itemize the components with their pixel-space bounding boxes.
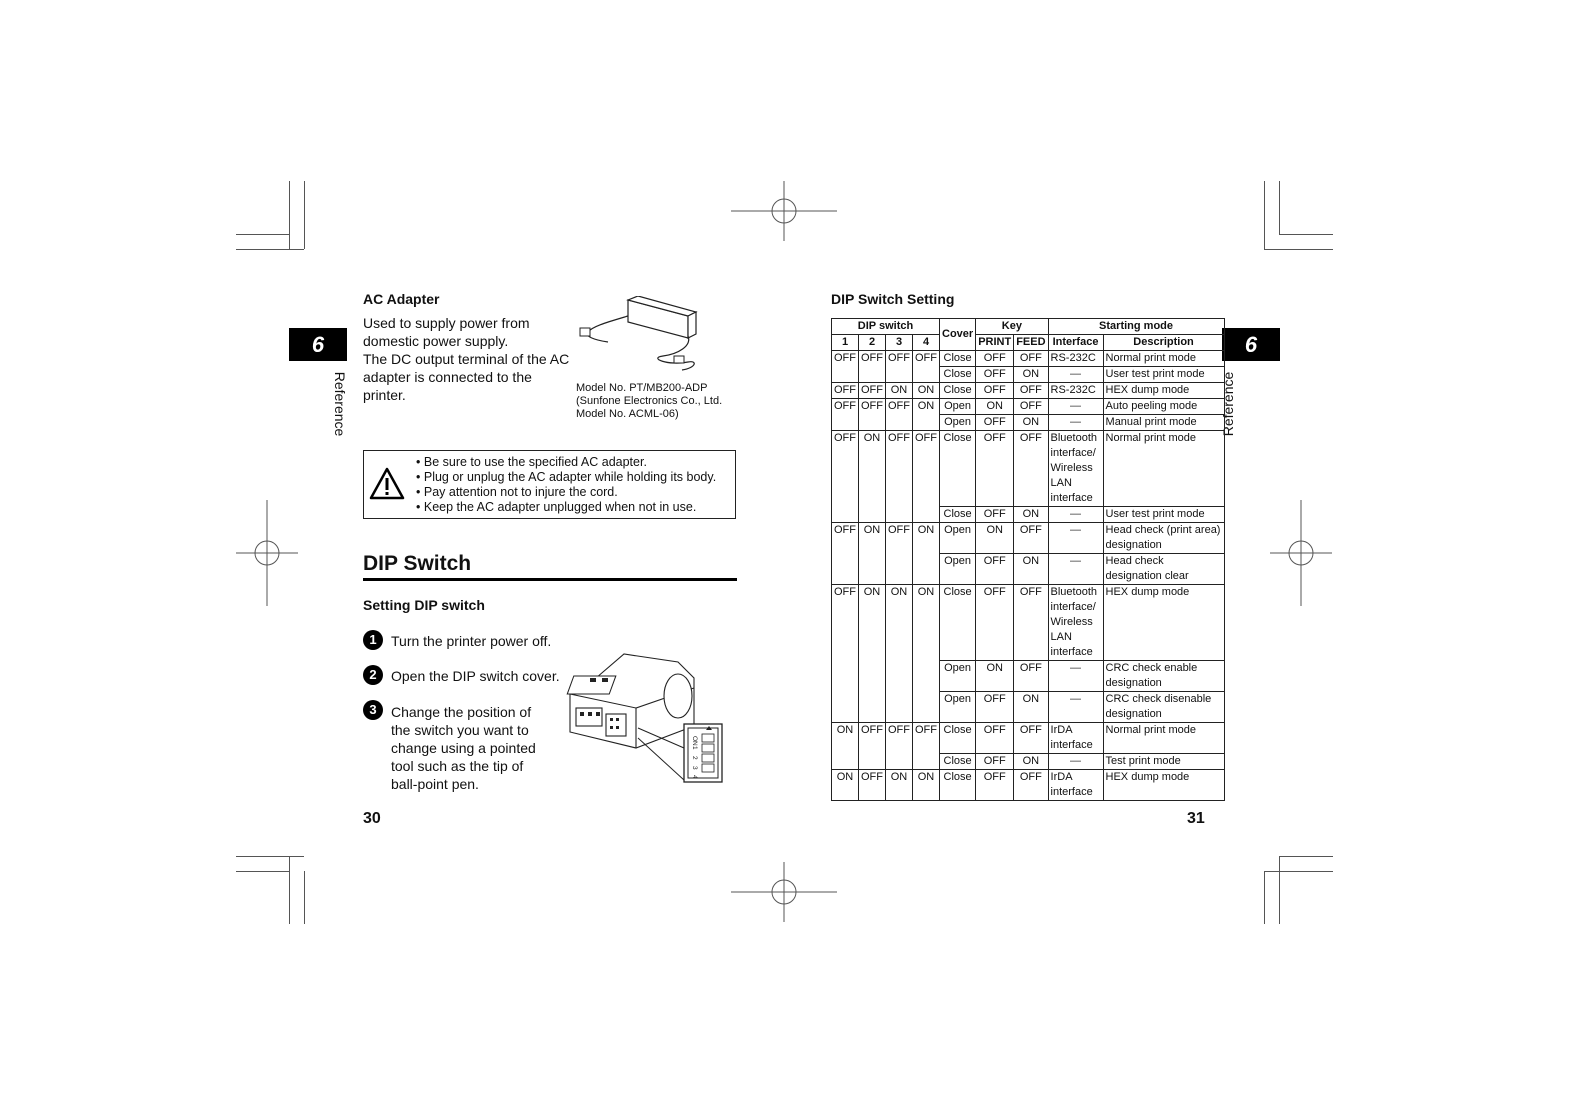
cell-cover: Open: [940, 415, 976, 431]
header-sw2: 2: [859, 335, 886, 351]
cell-interface: [1048, 523, 1103, 554]
cell-print: OFF: [976, 692, 1014, 723]
ac-adapter-title: AC Adapter: [363, 291, 440, 307]
caution-list: [416, 455, 716, 515]
cell-interface: IrDA interface: [1048, 723, 1103, 754]
cell-description: Normal print mode: [1103, 351, 1224, 367]
cell-interface: Bluetooth interface/ Wireless LAN interface: [1048, 431, 1103, 507]
cell-sw1: ON: [832, 770, 859, 801]
cell-interface: [1048, 754, 1103, 770]
cell-sw2: ON: [859, 585, 886, 723]
dip-inset-label-4: 4: [691, 775, 698, 779]
cell-cover: Close: [940, 431, 976, 507]
section-divider: [363, 578, 737, 581]
cell-cover: Open: [940, 399, 976, 415]
printer-dip-switch-illustration: [566, 648, 726, 784]
side-label-left: Reference: [332, 371, 348, 437]
table-header-row: [832, 319, 1225, 335]
cell-description: Normal print mode: [1103, 723, 1224, 754]
cell-sw3: OFF: [886, 399, 913, 431]
cell-description: HEX dump mode: [1103, 770, 1224, 801]
table-row: [832, 431, 1225, 507]
cell-print: OFF: [976, 507, 1014, 523]
header-sw4: 4: [913, 335, 940, 351]
header-key: Key: [976, 319, 1048, 335]
cell-description: Head check (print area) designation: [1103, 523, 1224, 554]
cell-description: Head check designation clear: [1103, 554, 1224, 585]
cell-feed: OFF: [1014, 383, 1048, 399]
cell-cover: Close: [940, 723, 976, 754]
table-row: [832, 383, 1225, 399]
subsection-title: Setting DIP switch: [363, 597, 485, 613]
section-title: DIP Switch: [363, 552, 472, 575]
cell-feed: ON: [1014, 507, 1048, 523]
cell-sw4: ON: [913, 399, 940, 431]
table-row: [832, 399, 1225, 415]
dash-mark: —: [1070, 662, 1082, 674]
cell-feed: OFF: [1014, 585, 1048, 661]
cell-sw2: OFF: [859, 723, 886, 770]
cell-cover: Close: [940, 770, 976, 801]
header-dip-switch: DIP switch: [832, 319, 940, 335]
header-print: PRINT: [976, 335, 1014, 351]
step-number-1: 1: [363, 630, 383, 650]
dash-mark: —: [1070, 368, 1082, 380]
cell-interface: [1048, 507, 1103, 523]
page-number-right: 31: [1187, 810, 1205, 827]
cell-description: Auto peeling mode: [1103, 399, 1224, 415]
dip-table-body: [832, 351, 1225, 801]
cell-description: CRC check enable designation: [1103, 661, 1224, 692]
cell-feed: ON: [1014, 754, 1048, 770]
header-interface: Interface: [1048, 335, 1103, 351]
ac-adapter-description: Used to supply power from domestic power supply. The DC output terminal of the AC adapter is connected to the printer.: [363, 315, 570, 403]
cell-feed: OFF: [1014, 351, 1048, 367]
side-label-right: Reference: [1220, 371, 1236, 437]
cell-sw1: OFF: [832, 523, 859, 585]
cell-cover: Close: [940, 507, 976, 523]
cell-sw2: OFF: [859, 399, 886, 431]
cell-cover: Close: [940, 754, 976, 770]
step-text-2: Open the DIP switch cover.: [391, 668, 560, 684]
cell-sw4: OFF: [913, 723, 940, 770]
cell-feed: OFF: [1014, 770, 1048, 801]
chapter-tab-right: 6: [1222, 328, 1280, 361]
cell-feed: OFF: [1014, 431, 1048, 507]
dip-inset-label-on: ON: [691, 736, 698, 746]
cell-description: Manual print mode: [1103, 415, 1224, 431]
registration-mark-right: [1270, 500, 1332, 606]
registration-mark-bottom: [731, 862, 837, 922]
cell-description: User test print mode: [1103, 507, 1224, 523]
step-number-3: 3: [363, 700, 383, 720]
caution-item: • Plug or unplug the AC adapter while holding its body.: [416, 470, 716, 485]
cell-interface: [1048, 554, 1103, 585]
cell-sw3: OFF: [886, 351, 913, 383]
cell-cover: Open: [940, 554, 976, 585]
step-text-3: Change the position of the switch you want to change using a pointed tool such as the tip of ball-point pen.: [391, 704, 536, 792]
cell-cover: Close: [940, 383, 976, 399]
step-number-2: 2: [363, 665, 383, 685]
cell-interface: [1048, 415, 1103, 431]
cell-sw3: ON: [886, 383, 913, 399]
cell-print: OFF: [976, 754, 1014, 770]
table-subheader-row: [832, 335, 1225, 351]
table-row: [832, 770, 1225, 801]
cell-feed: ON: [1014, 367, 1048, 383]
header-cover: Cover: [940, 319, 976, 351]
cell-description: CRC check disenable designation: [1103, 692, 1224, 723]
dip-table-title: DIP Switch Setting: [831, 291, 955, 307]
cell-feed: OFF: [1014, 723, 1048, 754]
cell-sw2: OFF: [859, 770, 886, 801]
cell-sw1: OFF: [832, 399, 859, 431]
cell-sw1: OFF: [832, 585, 859, 723]
cell-feed: OFF: [1014, 661, 1048, 692]
dash-mark: —: [1070, 693, 1082, 705]
ac-adapter-illustration: [578, 296, 702, 374]
cell-print: ON: [976, 523, 1014, 554]
cell-sw4: ON: [913, 770, 940, 801]
table-row: [832, 351, 1225, 367]
cell-interface: IrDA interface: [1048, 770, 1103, 801]
dip-inset-label-3: 3: [691, 766, 698, 770]
cell-sw3: OFF: [886, 523, 913, 585]
header-description: Description: [1103, 335, 1224, 351]
dash-mark: —: [1070, 555, 1082, 567]
cell-sw2: ON: [859, 431, 886, 523]
cell-feed: OFF: [1014, 523, 1048, 554]
cell-sw3: OFF: [886, 723, 913, 770]
dip-switch-table: [831, 318, 1225, 801]
cell-print: ON: [976, 661, 1014, 692]
registration-mark-top: [731, 181, 837, 241]
cell-interface: RS-232C: [1048, 383, 1103, 399]
cell-cover: Open: [940, 523, 976, 554]
cell-feed: OFF: [1014, 399, 1048, 415]
caution-box: [363, 450, 736, 519]
cell-description: HEX dump mode: [1103, 383, 1224, 399]
table-row: [832, 585, 1225, 661]
cell-print: OFF: [976, 383, 1014, 399]
cell-interface: [1048, 692, 1103, 723]
chapter-tab-left: 6: [289, 328, 347, 361]
cell-print: OFF: [976, 415, 1014, 431]
cell-sw3: OFF: [886, 431, 913, 523]
cell-cover: Open: [940, 661, 976, 692]
ac-adapter-caption: Model No. PT/MB200-ADP (Sunfone Electronics Co., Ltd. Model No. ACML-06): [576, 382, 723, 420]
cell-print: OFF: [976, 585, 1014, 661]
table-row: [832, 723, 1225, 754]
cell-print: OFF: [976, 554, 1014, 585]
caution-item: • Pay attention not to injure the cord.: [416, 485, 716, 500]
cell-print: OFF: [976, 770, 1014, 801]
cell-description: User test print mode: [1103, 367, 1224, 383]
caution-item: • Be sure to use the specified AC adapter.: [416, 455, 716, 470]
caution-item: • Keep the AC adapter unplugged when not in use.: [416, 500, 716, 515]
cell-cover: Close: [940, 367, 976, 383]
dip-inset-label-1: 1: [691, 746, 698, 750]
registration-mark-left: [236, 500, 298, 606]
cell-sw4: OFF: [913, 351, 940, 383]
step-text-1: Turn the printer power off.: [391, 633, 552, 649]
cell-description: Normal print mode: [1103, 431, 1224, 507]
dash-mark: —: [1070, 400, 1082, 412]
cell-sw3: ON: [886, 770, 913, 801]
dash-mark: —: [1070, 508, 1082, 520]
cell-sw4: ON: [913, 383, 940, 399]
cell-cover: Open: [940, 692, 976, 723]
cell-interface: [1048, 661, 1103, 692]
cell-feed: ON: [1014, 692, 1048, 723]
cell-print: ON: [976, 399, 1014, 415]
header-feed: FEED: [1014, 335, 1048, 351]
cell-sw1: OFF: [832, 383, 859, 399]
dash-mark: —: [1070, 416, 1082, 428]
cell-interface: [1048, 399, 1103, 415]
cell-sw2: OFF: [859, 351, 886, 383]
cell-sw2: ON: [859, 523, 886, 585]
cell-cover: Close: [940, 585, 976, 661]
cell-sw3: ON: [886, 585, 913, 723]
cell-description: Test print mode: [1103, 754, 1224, 770]
cell-sw1: OFF: [832, 351, 859, 383]
cell-print: OFF: [976, 351, 1014, 367]
cell-sw4: ON: [913, 523, 940, 585]
cell-sw4: ON: [913, 585, 940, 723]
cell-print: OFF: [976, 431, 1014, 507]
cell-interface: Bluetooth interface/ Wireless LAN interface: [1048, 585, 1103, 661]
header-sw1: 1: [832, 335, 859, 351]
warning-icon: [369, 467, 405, 500]
header-starting-mode: Starting mode: [1048, 319, 1224, 335]
cell-sw1: OFF: [832, 431, 859, 523]
cell-interface: RS-232C: [1048, 351, 1103, 367]
cell-sw4: OFF: [913, 431, 940, 523]
table-row: [832, 523, 1225, 554]
cell-print: OFF: [976, 723, 1014, 754]
cell-feed: ON: [1014, 415, 1048, 431]
header-sw3: 3: [886, 335, 913, 351]
page-number-left: 30: [363, 810, 381, 827]
cell-feed: ON: [1014, 554, 1048, 585]
cell-sw1: ON: [832, 723, 859, 770]
cell-print: OFF: [976, 367, 1014, 383]
cell-sw2: OFF: [859, 383, 886, 399]
cell-interface: [1048, 367, 1103, 383]
dash-mark: —: [1070, 755, 1082, 767]
cell-description: HEX dump mode: [1103, 585, 1224, 661]
cell-cover: Close: [940, 351, 976, 367]
dip-inset-label-2: 2: [691, 756, 698, 760]
dash-mark: —: [1070, 524, 1082, 536]
